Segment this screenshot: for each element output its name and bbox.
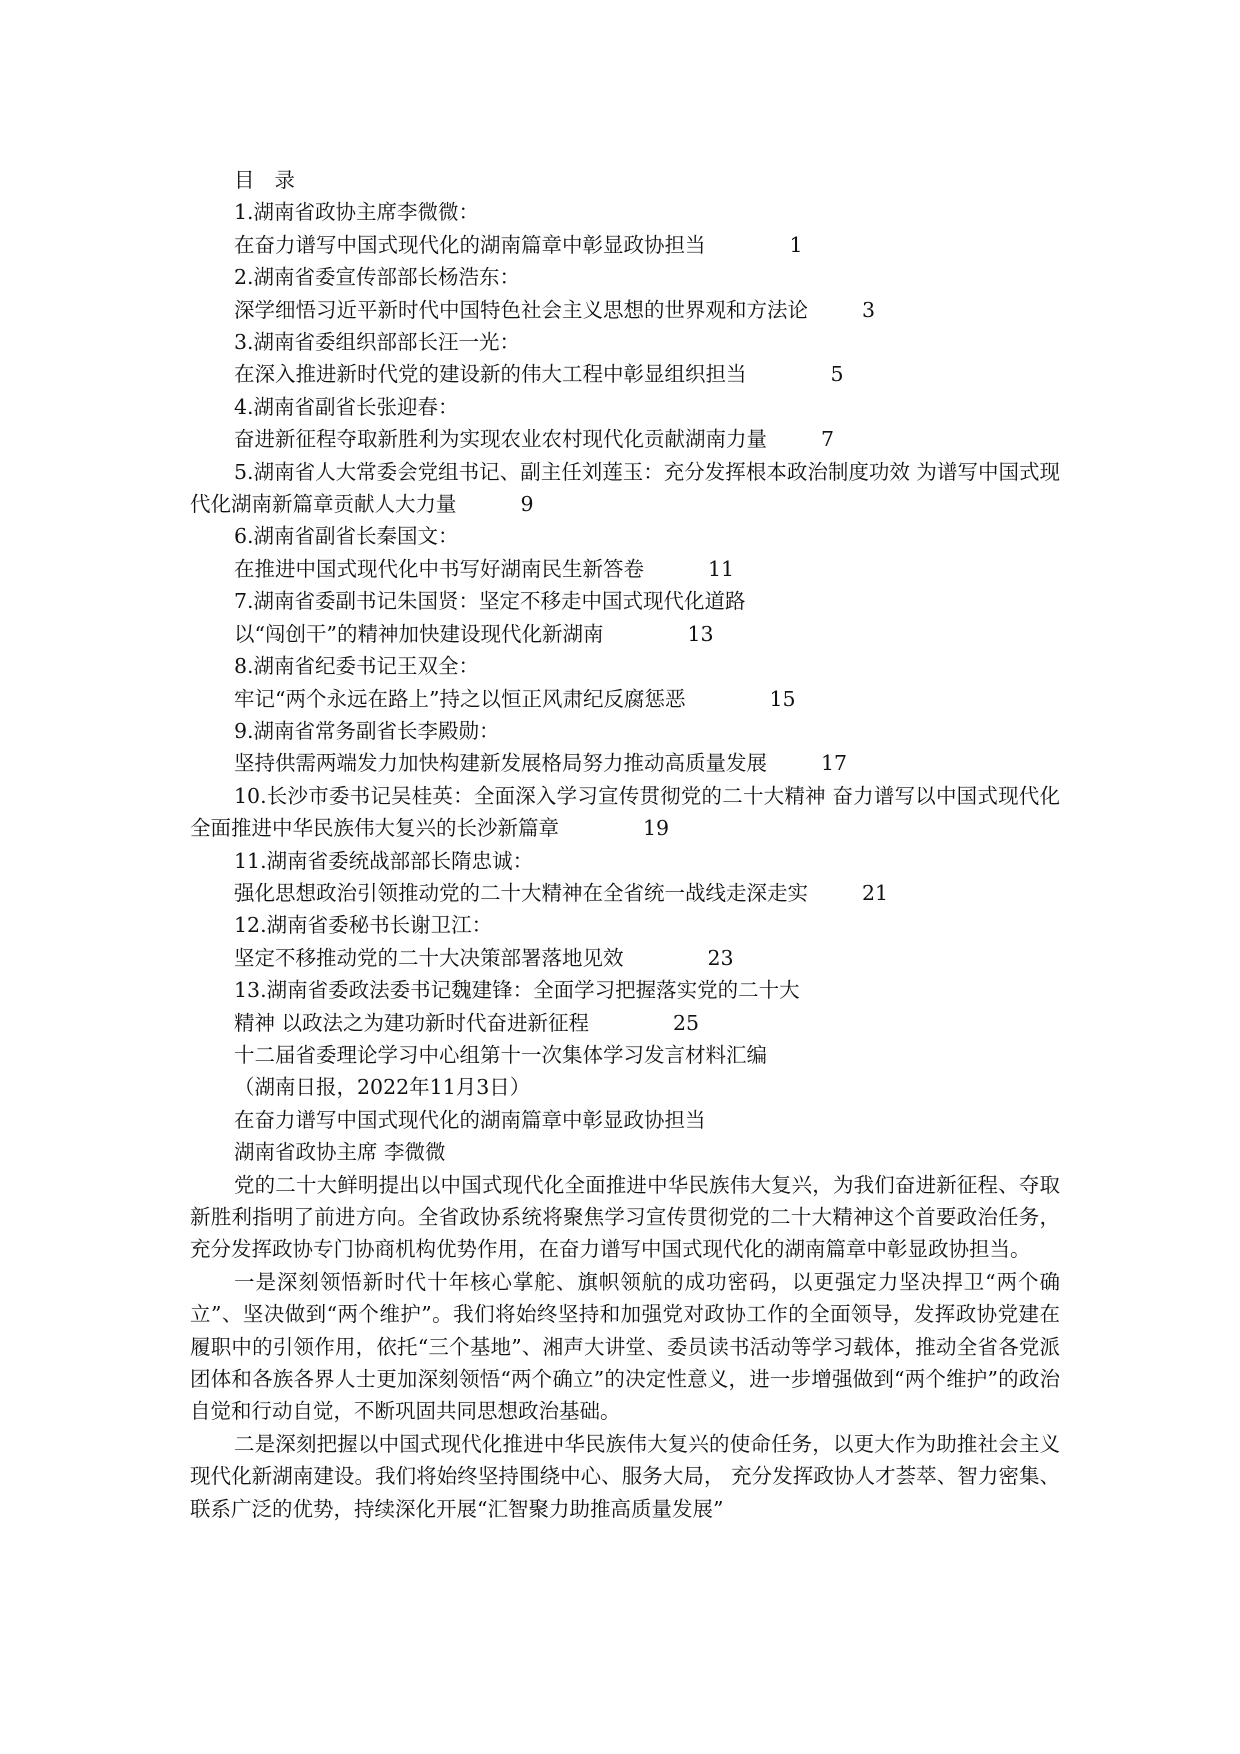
toc-entry-author: 7.湖南省委副书记朱国贤：坚定不移走中国式现代化道路	[234, 589, 746, 614]
toc-page-number: 23	[707, 945, 734, 970]
toc-entry-author: 6.湖南省副省长秦国文：	[234, 524, 459, 549]
toc-page-number: 11	[708, 556, 735, 581]
article-paragraph: 二是深刻把握以中国式现代化推进中华民族伟大复兴的使命任务，以更大作为助推社会主义现代化新湖南建设。我们将始终坚持围绕中心、服务大局， 充分发挥政协人才荟萃、智力密集、联系广泛的优势，持续深化开展“汇智聚力助推高质量发展”	[190, 1431, 1060, 1521]
toc-entry-full: 5.湖南省人大常委会党组书记、副主任刘莲玉：充分发挥根本政治制度功效 为谱写中国式现代化湖南新篇章贡献人大力量 9	[190, 456, 1060, 521]
toc-heading-b: 录	[274, 168, 297, 192]
toc-heading-a: 目	[234, 168, 257, 192]
toc-entry-author: 12.湖南省委秘书长谢卫江：	[234, 913, 493, 938]
toc-entry-title: 奋进新征程夺取新胜利为实现农业农村现代化贡献湖南力量 7	[190, 423, 1060, 455]
toc-entry-title: 深学细悟习近平新时代中国特色社会主义思想的世界观和方法论 3	[190, 294, 1060, 326]
toc-entry-title: 在推进中国式现代化中书写好湖南民生新答卷 11	[190, 553, 1060, 585]
toc-entry-author: 13.湖南省委政法委书记魏建锋：全面学习把握落实党的二十大	[234, 978, 800, 1003]
toc-entry-title: 以“闯创干”的精神加快建设现代化新湖南 13	[190, 618, 1060, 650]
toc-entry-author: 9.湖南省常务副省长李殿勋：	[234, 718, 500, 743]
toc-page-number: 25	[673, 1010, 700, 1035]
toc-page-number: 21	[862, 880, 889, 905]
toc-entry-title: 坚持供需两端发力加快构建新发展格局努力推动高质量发展 17	[190, 747, 1060, 779]
toc-entry-author: 4.湖南省副省长张迎春：	[234, 394, 459, 419]
toc-entry-author: 1.湖南省政协主席李微微：	[234, 200, 480, 225]
toc-page-number: 3	[862, 297, 876, 322]
article-title: 在奋力谱写中国式现代化的湖南篇章中彰显政协担当	[234, 1107, 706, 1132]
toc-page-number: 7	[821, 427, 835, 452]
toc-page-number: 5	[830, 362, 844, 387]
toc-heading	[190, 164, 1060, 196]
collection-title: 十二届省委理论学习中心组第十一次集体学习发言材料汇编	[234, 1042, 767, 1067]
article-paragraph: 一是深刻领悟新时代十年核心掌舵、旗帜领航的成功密码，以更强定力坚决捍卫“两个确立”、坚决做到“两个维护”。我们将始终坚持和加强党对政协工作的全面领导，发挥政协党建在履职中的引领作用，依托“三个基地”、湘声大讲堂、委员读书活动等学习载体，推动全省各党派团体和各族各界人士更加深刻领悟“两个确立”的决定性意义，进一步增强做到“两个维护”的政治自觉和行动自觉，不断巩固共同思想政治基础。	[190, 1269, 1060, 1424]
toc-entry-title: 精神 以政法之为建功新时代奋进新征程 25	[190, 1007, 1060, 1039]
toc-entry-author: 11.湖南省委统战部部长隋忠诚：	[234, 848, 534, 873]
toc-page-number: 17	[821, 751, 848, 776]
toc-page-number: 1	[789, 232, 803, 257]
source-note: （湖南日报，2022年11月3日）	[234, 1075, 531, 1100]
toc-page-number: 13	[687, 621, 714, 646]
document-page	[190, 164, 1060, 1525]
toc-page-number: 15	[769, 686, 796, 711]
toc-entry-title: 在深入推进新时代党的建设新的伟大工程中彰显组织担当 5	[190, 358, 1060, 390]
toc-entry-author: 8.湖南省纪委书记王双全：	[234, 654, 480, 679]
article-paragraph: 党的二十大鲜明提出以中国式现代化全面推进中华民族伟大复兴，为我们奋进新征程、夺取新胜利指明了前进方向。全省政协系统将聚焦学习宣传贯彻党的二十大精神这个首要政治任务，充分发挥政协专门协商机构优势作用，在奋力谱写中国式现代化的湖南篇章中彰显政协担当。	[190, 1172, 1060, 1262]
toc-entry-title: 牢记“两个永远在路上”持之以恒正风肃纪反腐惩恶 15	[190, 683, 1060, 715]
toc-entry-author: 2.湖南省委宣传部部长杨浩东：	[234, 265, 521, 290]
article-byline: 湖南省政协主席 李微微	[234, 1140, 446, 1165]
toc-entry-full: 10.长沙市委书记吴桂英：全面深入学习宣传贯彻党的二十大精神 奋力谱写以中国式现代化全面推进中华民族伟大复兴的长沙新篇章 19	[190, 780, 1060, 845]
toc-entry-title: 在奋力谱写中国式现代化的湖南篇章中彰显政协担当 1	[190, 229, 1060, 261]
toc-page-number: 9	[520, 492, 534, 517]
toc-page-number: 19	[643, 816, 670, 841]
toc-entry-title: 坚定不移推动党的二十大决策部署落地见效 23	[190, 942, 1060, 974]
toc-entry-author: 3.湖南省委组织部部长汪一光：	[234, 330, 521, 355]
toc-entry-title: 强化思想政治引领推动党的二十大精神在全省统一战线走深走实 21	[190, 877, 1060, 909]
